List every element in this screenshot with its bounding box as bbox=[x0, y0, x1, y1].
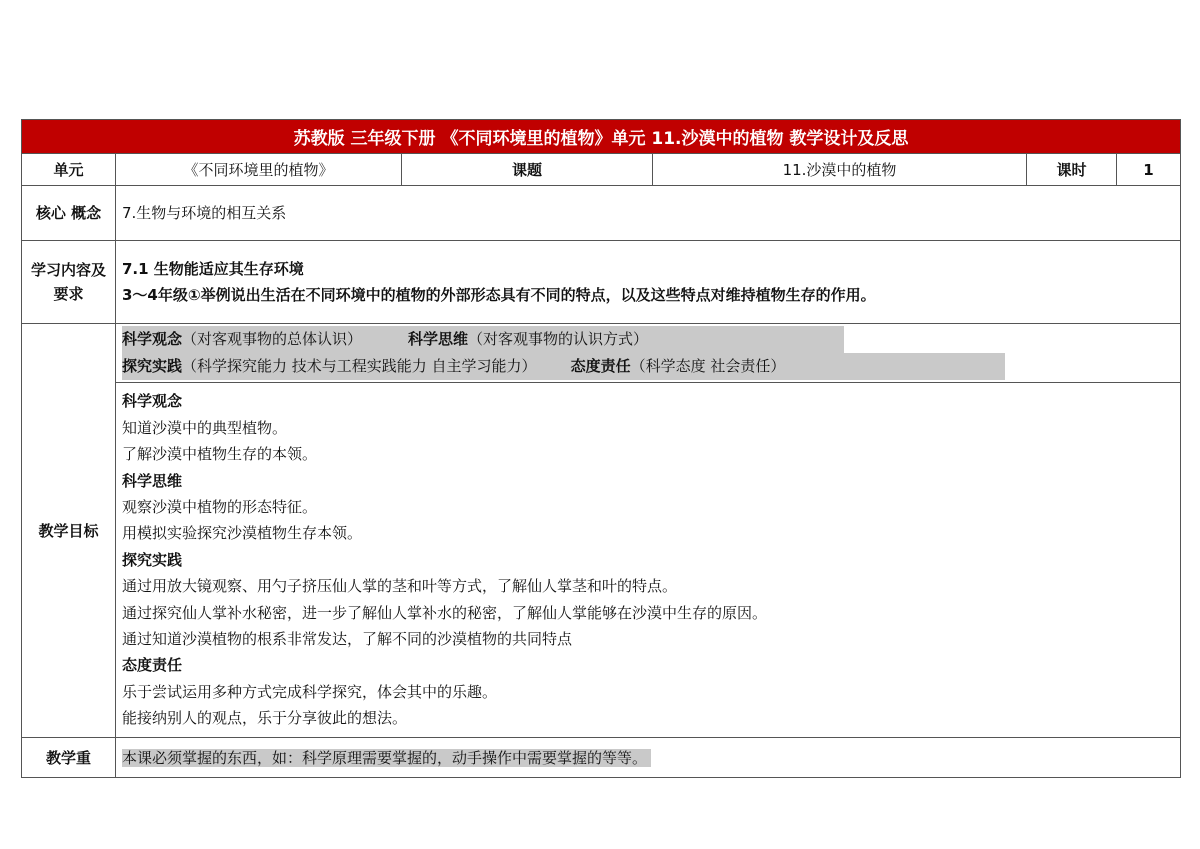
requirements-line-1: 7.1 生物能适应其生存环境 bbox=[122, 260, 304, 278]
key-points-row bbox=[22, 738, 1181, 778]
requirements-line-2: 3～4年级①举例说出生活在不同环境中的植物的外部形态具有不同的特点，以及这些特点对维持植物生存的作用。 bbox=[122, 286, 876, 304]
topic-value: 11.沙漠中的植物 bbox=[653, 154, 1027, 186]
period-label: 课时 bbox=[1027, 154, 1117, 186]
literacy-row bbox=[22, 324, 1181, 383]
unit-value: 《不同环境里的植物》 bbox=[116, 154, 402, 186]
goal-item: 通过用放大镜观察、用勺子挤压仙人掌的茎和叶等方式，了解仙人掌茎和叶的特点。 bbox=[122, 577, 678, 596]
title-row bbox=[22, 120, 1181, 154]
document-title: 苏教版 三年级下册 《不同环境里的植物》单元 11.沙漠中的植物 教学设计及反思 bbox=[22, 120, 1181, 154]
period-value: 1 bbox=[1117, 154, 1181, 186]
goal-heading-concept: 科学观念 bbox=[122, 392, 183, 411]
literacy-item-3: 探究实践 bbox=[122, 357, 183, 375]
key-points-value: 本课必须掌握的东西，如：科学原理需要掌握的，动手操作中需要掌握的等等。 bbox=[122, 749, 651, 767]
core-concept-value: 7.生物与环境的相互关系 bbox=[116, 186, 1181, 241]
literacy-content bbox=[116, 324, 1181, 383]
goals-content bbox=[116, 383, 1181, 738]
requirements-content bbox=[116, 241, 1181, 324]
requirements-label: 学习内容及要求 bbox=[22, 241, 116, 324]
literacy-note-4: （科学态度 社会责任） bbox=[630, 357, 786, 375]
requirements-row bbox=[22, 241, 1181, 324]
literacy-note-1: （对客观事物的总体认识） bbox=[182, 330, 363, 348]
key-points-label: 教学重 bbox=[22, 738, 116, 778]
literacy-line-2 bbox=[122, 353, 1174, 380]
goal-item: 知道沙漠中的典型植物。 bbox=[122, 418, 288, 437]
unit-label: 单元 bbox=[22, 154, 116, 186]
lesson-plan-table bbox=[21, 119, 1181, 778]
goal-heading-attitude: 态度责任 bbox=[122, 656, 183, 675]
literacy-note-2: （对客观事物的认识方式） bbox=[468, 330, 649, 348]
literacy-item-2: 科学思维 bbox=[408, 330, 469, 348]
literacy-item-1: 科学观念 bbox=[122, 330, 183, 348]
literacy-line-1 bbox=[122, 326, 1174, 353]
key-points-content bbox=[116, 738, 1181, 778]
goal-item: 乐于尝试运用多种方式完成科学探究，体会其中的乐趣。 bbox=[122, 682, 498, 701]
core-concept-label: 核心 概念 bbox=[22, 186, 116, 241]
goal-heading-practice: 探究实践 bbox=[122, 550, 183, 569]
goal-item: 能接纳别人的观点，乐于分享彼此的想法。 bbox=[122, 709, 408, 728]
goal-item: 通过知道沙漠植物的根系非常发达，了解不同的沙漠植物的共同特点 bbox=[122, 630, 573, 649]
topic-label: 课题 bbox=[402, 154, 653, 186]
literacy-highlight-1 bbox=[122, 326, 844, 353]
literacy-note-3: （科学探究能力 技术与工程实践能力 自主学习能力） bbox=[182, 357, 537, 375]
goal-item: 观察沙漠中植物的形态特征。 bbox=[122, 497, 318, 516]
info-row bbox=[22, 154, 1181, 186]
goals-label: 教学目标 bbox=[22, 324, 116, 738]
goal-item: 通过探究仙人掌补水秘密，进一步了解仙人掌补水的秘密，了解仙人掌能够在沙漠中生存的原因。 bbox=[122, 603, 768, 622]
goal-item: 用模拟实验探究沙漠植物生存本领。 bbox=[122, 524, 363, 543]
literacy-highlight-2 bbox=[122, 353, 1005, 380]
goals-row bbox=[22, 383, 1181, 738]
core-concept-row bbox=[22, 186, 1181, 241]
goal-item: 了解沙漠中植物生存的本领。 bbox=[122, 445, 318, 464]
goal-heading-thinking: 科学思维 bbox=[122, 471, 183, 490]
literacy-item-4: 态度责任 bbox=[570, 357, 631, 375]
